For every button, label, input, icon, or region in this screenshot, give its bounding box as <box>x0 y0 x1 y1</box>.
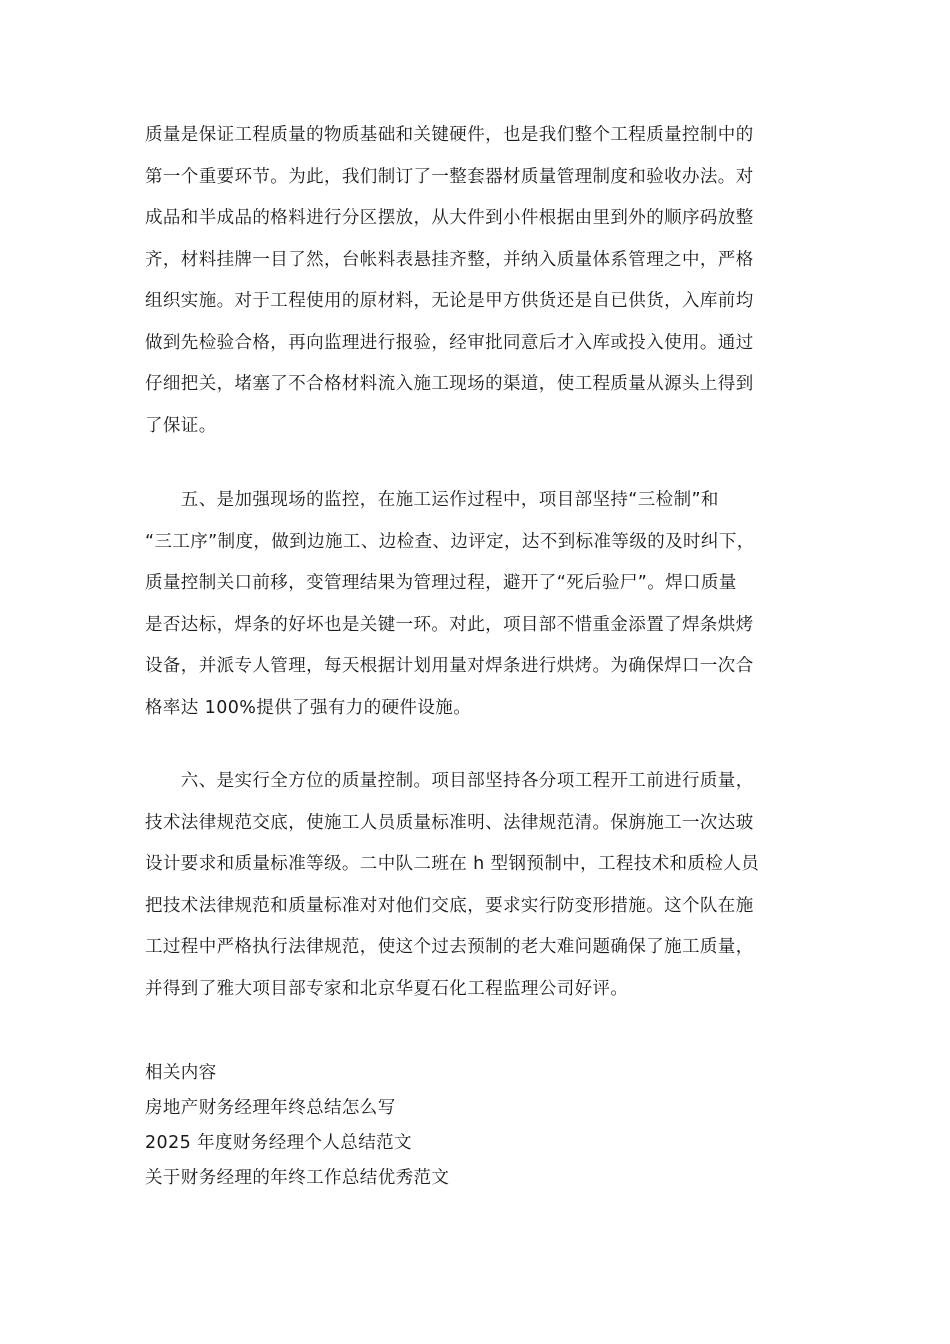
paragraph-quality-control <box>145 761 810 1010</box>
paragraph-site-monitoring <box>145 480 810 729</box>
text-line: 五、是加强现场的监控，在施工运作过程中，项目部坚持“三检制”和 <box>145 490 719 510</box>
text-line: 技术法律规范交底，使施工人员质量标准明、法律规范清。保旃施工一次达玻 <box>145 812 754 833</box>
text-line: 是否达标，焊条的好坏也是关键一环。对此，项目部不惜重金添置了焊条烘烤 <box>145 614 754 635</box>
text-line: 设计要求和质量标准等级。二中队二班在 h 型钢预制中，工程技术和质检人员 <box>145 854 760 874</box>
related-link[interactable]: 2025 年度财务经理个人总结范文 <box>145 1133 412 1153</box>
text-line: 格率达 100%提供了强有力的硬件设施。 <box>145 697 472 718</box>
text-line: 把技术法律规范和质量标准对对他们交底，要求实行防变形措施。这个队在施 <box>145 895 754 916</box>
text-line: 设备，并派专人管理，每天根据计划用量对焊条进行烘烤。为确保焊口一次合 <box>145 656 754 676</box>
text-line: 齐，材料挂牌一目了然，台帐料表悬挂齐整，并纳入质量体系管理之中，严格 <box>145 249 754 270</box>
text-line: 质量是保证工程质量的物质基础和关键硬件，也是我们整个工程质量控制中的 <box>145 125 754 145</box>
text-line: 第一个重要环节。为此，我们制订了一整套器材质量管理制度和验收办法。对 <box>145 166 754 187</box>
paragraph-material-quality <box>145 115 810 447</box>
text-line: 六、是实行全方位的质量控制。项目部坚持各分项工程开工前进行质量， <box>145 771 754 791</box>
related-content <box>145 1056 745 1196</box>
related-link[interactable]: 关于财务经理的年终工作总结优秀范文 <box>145 1168 450 1188</box>
related-heading: 相关内容 <box>145 1063 217 1083</box>
text-line: 质量控制关口前移，变管理结果为管理过程，避开了“死后验尸”。焊口质量 <box>145 573 737 593</box>
text-line: 工过程中严格执行法律规范，使这个过去预制的老大难问题确保了施工质量， <box>145 937 754 957</box>
text-line: 组织实施。对于工程使用的原材料，无论是甲方供货还是自已供货，入库前均 <box>145 291 754 311</box>
text-line: “三工序”制度，做到边施工、边检查、边评定，达不到标准等级的及时纠下， <box>145 531 755 552</box>
text-line: 仔细把关，堵塞了不合格材料流入施工现场的渠道，使工程质量从源头上得到 <box>145 374 754 394</box>
text-line: 并得到了雅大项目部专家和北京华夏石化工程监理公司好评。 <box>145 978 629 999</box>
related-link[interactable]: 房地产财务经理年终总结怎么写 <box>145 1098 396 1118</box>
text-line: 了保证。 <box>145 415 217 436</box>
text-line: 做到先检验合格，再向监理进行报验，经审批同意后才入库或投入使用。通过 <box>145 332 754 353</box>
text-line: 成品和半成品的格料进行分区摆放，从大件到小件根据由里到外的顺序码放整 <box>145 208 754 228</box>
